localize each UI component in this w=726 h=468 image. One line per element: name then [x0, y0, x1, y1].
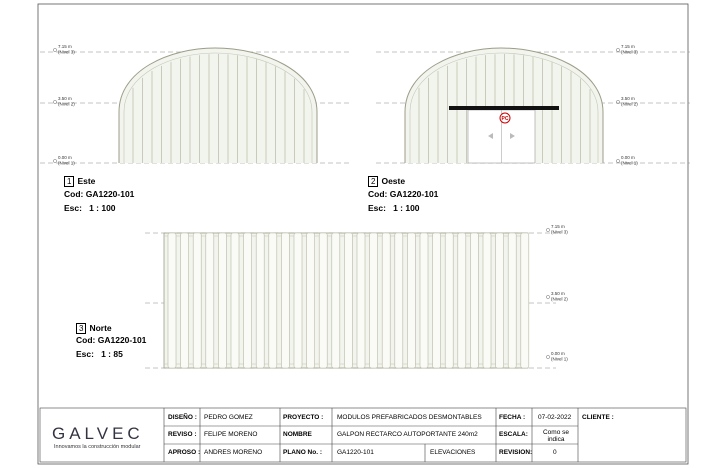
nombre-label: NOMBRE [283, 431, 312, 438]
reviso-label: REVISO : [168, 431, 197, 438]
wall-panel [433, 233, 441, 368]
wall-panel [281, 233, 289, 368]
level-name: (Nivel 3) [551, 229, 568, 235]
level-elevation: 7.15 m [58, 44, 72, 49]
level-elevation: 0.00 m [551, 351, 565, 356]
view-1-title [64, 176, 95, 187]
level-marker-icon [53, 159, 56, 162]
level-marker-icon [616, 159, 619, 162]
proyecto-value: MODULOS PREFABRICADOS DESMONTABLES [337, 414, 482, 421]
level-name: (Nivel 3) [58, 49, 75, 55]
wall-panel [382, 233, 390, 368]
level-elevation: 3.50 m [551, 291, 565, 296]
wall-panel [269, 233, 277, 368]
level-name: (Nivel 1) [58, 160, 75, 166]
view-2-title [368, 176, 405, 187]
level-elevation: 3.50 m [621, 96, 635, 101]
scale-value: 1 : 100 [89, 203, 116, 213]
view-1-code [64, 190, 134, 199]
level-elevation: 0.00 m [58, 155, 72, 160]
level-name: (Nivel 2) [621, 101, 638, 107]
wall-panel [294, 233, 302, 368]
nombre-value: GALPON RECTARCO AUTOPORTANTE 240m2 [337, 431, 478, 438]
wall-panel [458, 233, 466, 368]
wall-panel [483, 233, 491, 368]
wall-panel [244, 233, 252, 368]
level-name: (Nivel 3) [621, 49, 638, 55]
level-elevation: 3.50 m [58, 96, 72, 101]
wall-panel [370, 233, 378, 368]
view-2-scale [368, 204, 420, 213]
wall-panel [193, 233, 201, 368]
view-3-scale [76, 350, 123, 359]
wall-panel [256, 233, 264, 368]
level-marker-icon [546, 228, 549, 231]
cod-value: GA1220-101 [389, 189, 439, 199]
cod-label: Cod: [76, 335, 96, 345]
wall-panel [319, 233, 327, 368]
level-name: (Nivel 2) [551, 296, 568, 302]
aproso-label: APROSO : [168, 449, 201, 456]
level-elevation: 0.00 m [621, 155, 635, 160]
plano-description: ELEVACIONES [430, 449, 476, 456]
wall-panel [521, 233, 529, 368]
view-number: 3 [76, 323, 86, 334]
wall-panel [181, 233, 189, 368]
fecha-label: FECHA : [499, 414, 526, 421]
fecha-value: 07-02-2022 [538, 414, 572, 421]
revision-label: REVISION: [499, 449, 533, 456]
cod-label: Cod: [368, 189, 388, 199]
svg-text:PC: PC [501, 116, 509, 122]
view-name: Este [77, 176, 96, 186]
escala-label: ESCALA: [499, 431, 528, 438]
elevation-este [40, 48, 352, 163]
diseno-label: DISEÑO : [168, 414, 197, 421]
company-logo: GALVEC [52, 424, 144, 443]
wall-panel [218, 233, 226, 368]
wall-panel [508, 233, 516, 368]
cliente-label: CLIENTE : [582, 414, 614, 421]
view-name: Norte [89, 323, 112, 333]
cod-value: GA1220-101 [97, 335, 147, 345]
level-marker-icon [616, 48, 619, 51]
escala-value: Como se indica [542, 429, 569, 443]
scale-value: 1 : 100 [393, 203, 420, 213]
wall-panel [357, 233, 365, 368]
elevation-norte [145, 233, 556, 368]
view-number: 1 [64, 176, 74, 187]
wall-panel [445, 233, 453, 368]
view-1-scale [64, 204, 116, 213]
plano-value: GA1220-101 [337, 449, 374, 456]
wall-panel [420, 233, 428, 368]
level-name: (Nivel 1) [621, 160, 638, 166]
level-marker-icon [53, 48, 56, 51]
aproso-value: ANDRES MORENO [204, 449, 263, 456]
level-marker-icon [53, 100, 56, 103]
door-lintel [449, 106, 559, 110]
level-marker-icon [546, 355, 549, 358]
company-tagline: Innovamos la construcción modular [54, 444, 141, 450]
esc-label: Esc: [368, 203, 386, 213]
view-number: 2 [368, 176, 378, 187]
wall-panel [206, 233, 214, 368]
wall-panel [231, 233, 239, 368]
elevation-oeste [376, 48, 690, 163]
esc-label: Esc: [76, 349, 94, 359]
level-elevation: 7.15 m [551, 224, 565, 229]
wall-panel [395, 233, 403, 368]
wall-panel [332, 233, 340, 368]
view-3-title [76, 323, 112, 334]
wall-panel [307, 233, 315, 368]
reviso-value: FELIPE MORENO [204, 431, 258, 438]
revision-value: 0 [553, 449, 557, 456]
plano-label: PLANO No. : [283, 449, 322, 456]
view-3-code [76, 336, 146, 345]
diseno-value: PEDRO GOMEZ [204, 414, 253, 421]
cod-label: Cod: [64, 189, 84, 199]
wall-panel [470, 233, 478, 368]
level-name: (Nivel 2) [58, 101, 75, 107]
cod-value: GA1220-101 [85, 189, 135, 199]
wall-panel [168, 233, 176, 368]
view-2-code [368, 190, 438, 199]
level-elevation: 7.15 m [621, 44, 635, 49]
esc-label: Esc: [64, 203, 82, 213]
level-name: (Nivel 1) [551, 356, 568, 362]
scale-value: 1 : 85 [101, 349, 123, 359]
view-name: Oeste [381, 176, 406, 186]
wall-panel [496, 233, 504, 368]
wall-panel [407, 233, 415, 368]
level-marker-icon [546, 295, 549, 298]
wall-panel [344, 233, 352, 368]
proyecto-label: PROYECTO : [283, 414, 324, 421]
